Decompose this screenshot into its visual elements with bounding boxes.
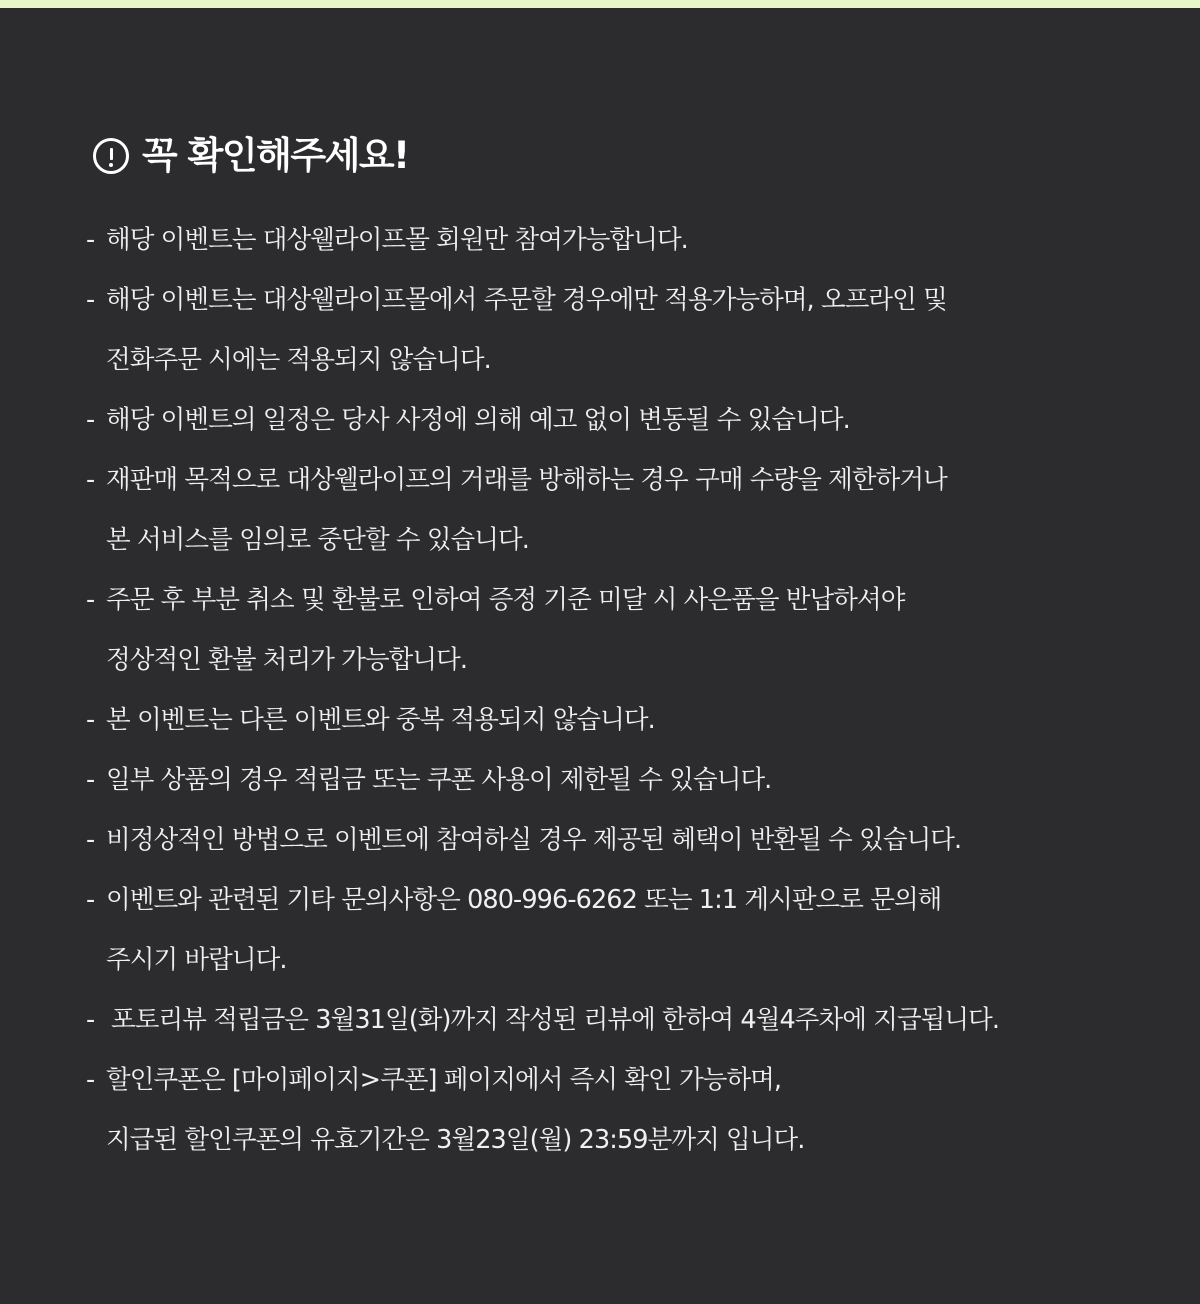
notice-item-text: 할인쿠폰은 [마이페이지>쿠폰] 페이지에서 즉시 확인 가능하며, <box>106 1065 782 1095</box>
bullet-dash: - <box>86 885 95 915</box>
notice-item-text: 본 이벤트는 다른 이벤트와 중복 적용되지 않습니다. <box>106 705 655 735</box>
notice-item-text: 비정상적인 방법으로 이벤트에 참여하실 경우 제공된 혜택이 반환될 수 있습니다. <box>106 825 962 855</box>
notice-title-text: 꼭 확인해주세요! <box>142 134 409 177</box>
exclamation-circle-icon <box>93 138 129 174</box>
bullet-dash: - <box>86 765 95 795</box>
notice-item-text: 재판매 목적으로 대상웰라이프의 거래를 방해하는 경우 구매 수량을 제한하거나 <box>106 465 947 495</box>
bullet-dash: - <box>86 465 95 495</box>
notice-item-text: 해당 이벤트는 대상웰라이프몰에서 주문할 경우에만 적용가능하며, 오프라인 및 <box>106 285 947 315</box>
notice-item-text: 지급된 할인쿠폰의 유효기간은 3월23일(월) 23:59분까지 입니다. <box>106 1125 805 1155</box>
bullet-dash: - <box>86 225 95 255</box>
notice-item-text: 이벤트와 관련된 기타 문의사항은 080-996-6262 또는 1:1 게시판으로 문의해 <box>106 885 942 915</box>
notice-item-text: 본 서비스를 임의로 중단할 수 있습니다. <box>106 525 529 555</box>
notice-item-text: 전화주문 시에는 적용되지 않습니다. <box>106 345 491 375</box>
notice-item-text: 주문 후 부분 취소 및 환불로 인하여 증정 기준 미달 시 사은품을 반납하셔야 <box>106 585 905 615</box>
notice-item-text: 주시기 바랍니다. <box>106 945 287 975</box>
notice-item-text: 해당 이벤트는 대상웰라이프몰 회원만 참여가능합니다. <box>106 225 688 255</box>
notice-item-text: 정상적인 환불 처리가 가능합니다. <box>106 645 468 675</box>
bullet-dash: - <box>86 1065 95 1095</box>
bullet-dash: - <box>86 825 95 855</box>
notice-item-text: 해당 이벤트의 일정은 당사 사정에 의해 예고 없이 변동될 수 있습니다. <box>106 405 850 435</box>
notice-item-text: 포토리뷰 적립금은 3월31일(화)까지 작성된 리뷰에 한하여 4월4주차에 지급됩니다. <box>111 1005 1000 1035</box>
bullet-dash: - <box>86 285 95 315</box>
notice-item-text: 일부 상품의 경우 적립금 또는 쿠폰 사용이 제한될 수 있습니다. <box>106 765 772 795</box>
bullet-dash: - <box>86 585 95 615</box>
bullet-dash: - <box>86 405 95 435</box>
bullet-dash: - <box>86 1005 95 1035</box>
bullet-dash: - <box>86 705 95 735</box>
notice-title <box>93 132 408 180</box>
